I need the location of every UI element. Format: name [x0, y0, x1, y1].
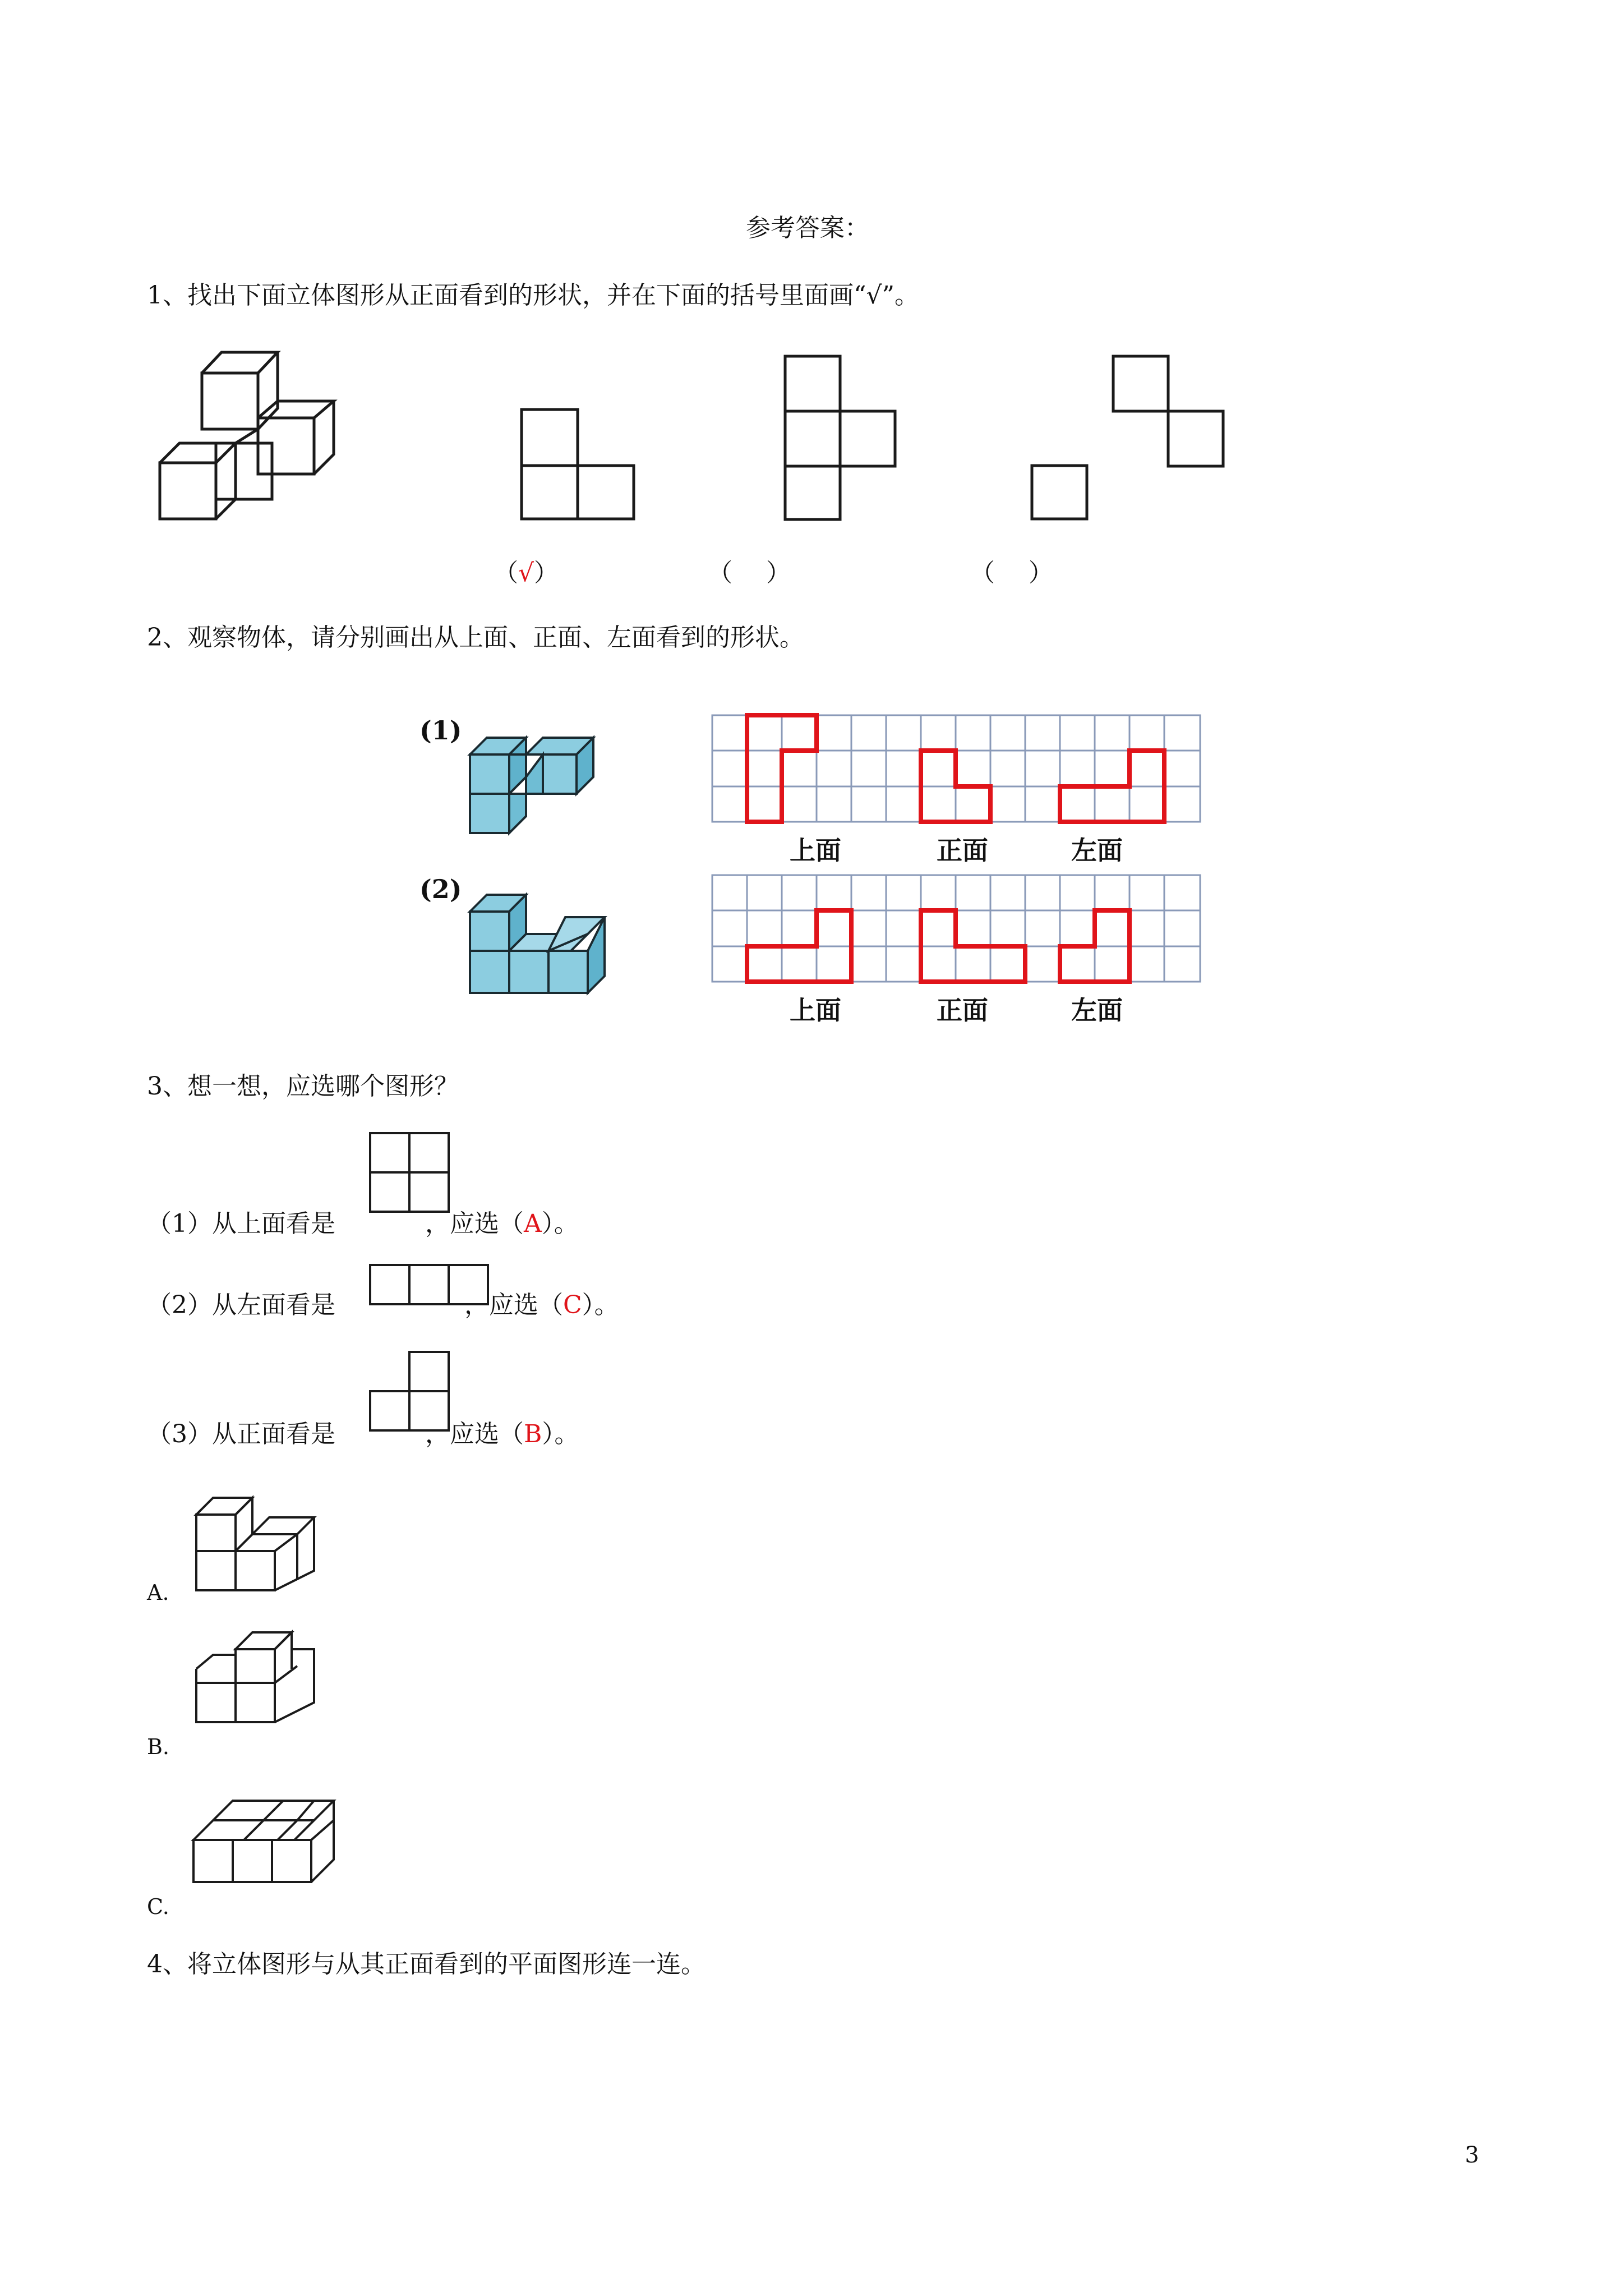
q1-choice-1-mark: √ [518, 559, 534, 587]
page-title: 参考答案： [746, 214, 869, 242]
q3-option-a-figure [196, 1498, 314, 1590]
q3-sub-2-answer[interactable]: C [563, 1291, 582, 1319]
q2-item-1-label: (1) [419, 715, 462, 746]
question-3-prompt: 3、想一想，应选哪个图形？ [147, 1072, 459, 1101]
q3-sub-1-pre: （1）从上面看是 [147, 1209, 335, 1238]
q3-option-b-figure [196, 1632, 314, 1722]
q3-sub-1-mid: ，应选（ [425, 1209, 524, 1238]
question-2-prompt: 2、观察物体，请分别画出从上面、正面、左面看到的形状。 [147, 623, 804, 652]
q3-option-c-figure [193, 1801, 334, 1882]
q3-sub-2-pre: （2）从左面看是 [147, 1291, 335, 1319]
q3-option-a-label[interactable]: A. [147, 1580, 169, 1605]
q3-option-b-label[interactable]: B. [147, 1734, 170, 1759]
q1-choice-1-open: （ [494, 559, 518, 587]
q3-sub-2-mid: ，应选（ [464, 1291, 563, 1319]
q2-item-2-view-front: 正面 [937, 995, 988, 1025]
q1-choice-2-open: （ [708, 559, 732, 587]
q3-sub-3-post: ）。 [542, 1420, 579, 1448]
q1-choice-3-open: （ [970, 559, 995, 587]
q3-option-c-label[interactable]: C. [147, 1894, 169, 1919]
q3-sub-2-post: ）。 [582, 1291, 619, 1319]
q1-choice-2-close: ） [766, 559, 791, 587]
q2-item-1-view-top: 上面 [790, 835, 841, 866]
q2-item-2-view-top: 上面 [790, 995, 841, 1025]
page-number: 3 [1465, 2142, 1479, 2168]
q2-item-1-view-front: 正面 [937, 835, 988, 866]
q2-item-1-view-left: 左面 [1071, 835, 1123, 866]
question-1-prompt: 1、找出下面立体图形从正面看到的形状，并在下面的括号里面画“√”。 [147, 281, 920, 310]
question-4-prompt: 4、将立体图形与从其正面看到的平面图形连一连。 [147, 1950, 706, 1978]
q3-sub-3-answer[interactable]: B [524, 1420, 542, 1448]
q2-item-2-label: (2) [419, 874, 462, 904]
q3-sub-1-post: ）。 [541, 1209, 579, 1238]
q3-sub-1-answer[interactable]: A [524, 1209, 542, 1238]
q1-choice-3-close: ） [1029, 559, 1053, 587]
q3-sub-3-pre: （3）从正面看是 [147, 1420, 335, 1448]
q2-item-2-view-left: 左面 [1071, 995, 1123, 1025]
q3-sub-3-mid: ，应选（ [425, 1420, 524, 1448]
q1-choice-1-close: ） [534, 559, 559, 587]
